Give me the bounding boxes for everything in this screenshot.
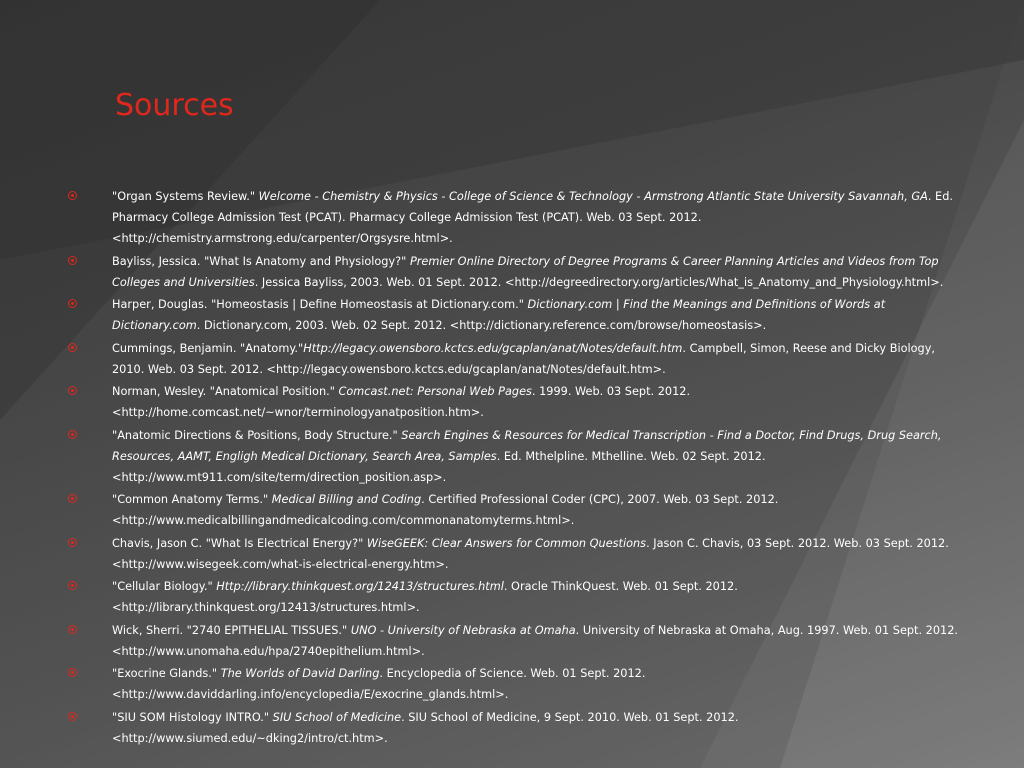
source-title: Premier Online Directory of Degree Programs & Career Planning Articles and Videos from Top Colleges and Universities [112,254,939,289]
source-text: "Cellular Biology." [112,580,217,593]
source-details: . 1999. Web. 03 Sept. 2012. <http://home.comcast.net/~wnor/terminologyanatposition.htm>. [112,385,691,419]
source-title: Comcast.net: Personal Web Pages [338,385,532,398]
source-text: "Common Anatomy Terms." [112,493,272,506]
source-title: Http://library.thinkquest.org/12413/structures.html [216,580,504,593]
source-text: "Exocrine Glands." [112,667,221,680]
source-title: Medical Billing and Coding [271,493,422,506]
source-details: . Campbell, Simon, Reese and Dicky Biology, 2010. Web. 03 Sept. 2012. <http://legacy.owensboro.kctcs.edu/gcaplan/anat/Notes/default.htm>. [112,341,935,376]
source-text: "SIU SOM Histology INTRO." [112,710,273,724]
source-title: SIU School of Medicine [272,710,402,724]
source-title: Welcome - Chemistry & Physics - College of Science & Technology - Armstrong Atlantic State University Savannah, GA [258,190,928,203]
source-details: . Jason C. Chavis, 03 Sept. 2012. Web. 03 Sept. 2012. <http://www.wisegeek.com/what-is-electrical-energy.htm>. [112,536,949,571]
source-details: . SIU School of Medicine, 9 Sept. 2010. Web. 01 Sept. 2012. <http://www.siumed.edu/~dking2/intro/ct.htm>. [112,710,739,745]
source-details: . Oracle ThinkQuest. Web. 01 Sept. 2012. <http://library.thinkquest.org/12413/structures.html>. [112,580,738,614]
source-title: WiseGEEK: Clear Answers for Common Questions [366,536,647,550]
slide-title: Sources [115,88,234,123]
source-text: Chavis, Jason C. "What Is Electrical Energy?" [112,536,367,550]
circle-dot-icon [68,299,77,308]
source-text: Norman, Wesley. "Anatomical Position." [112,385,339,398]
source-details: . Jessica Bayliss, 2003. Web. 01 Sept. 2012. <http://degreedirectory.org/articles/What_is_Anatomy_and_Physiology.html>. [254,275,944,289]
source-title: Http://legacy.owensboro.kctcs.edu/gcaplan/anat/Notes/default.htm [303,341,683,355]
circle-dot-icon [68,343,77,352]
source-text: "Anatomic Directions & Positions, Body Structure." [112,428,402,442]
source-item [68,707,968,749]
circle-dot-icon [68,625,77,634]
source-item [68,251,968,293]
source-text: Cummings, Benjamin. "Anatomy." [112,341,304,355]
circle-dot-icon [68,256,77,265]
source-item [68,663,968,705]
sources-list [68,186,968,750]
source-details: . Dictionary.com, 2003. Web. 02 Sept. 2012. <http://dictionary.reference.com/browse/homeostasis>. [196,319,767,332]
source-text: "Organ Systems Review." [112,190,259,203]
source-title: The Worlds of David Darling [220,667,380,680]
source-item [68,489,968,531]
circle-dot-icon [68,668,77,677]
circle-dot-icon [68,581,77,590]
source-item [68,294,968,336]
circle-dot-icon [68,386,77,395]
source-item [68,186,968,249]
source-item [68,381,968,423]
source-text: Wick, Sherri. "2740 EPITHELIAL TISSUES." [112,623,351,637]
source-details: . Ed. Pharmacy College Admission Test (PCAT). Pharmacy College Admission Test (PCAT). Web. 03 Sept. 2012. <http://chemistry.armstrong.edu/carpenter/Orgsysre.html>. [112,190,953,245]
source-item [68,620,968,662]
source-details: . Certified Professional Coder (CPC), 2007. Web. 03 Sept. 2012. <http://www.medicalbillingandmedicalcoding.com/commonanatomyterms.html>. [112,493,779,527]
circle-dot-icon [68,538,77,547]
circle-dot-icon [68,430,77,439]
source-item [68,533,968,575]
circle-dot-icon [68,712,77,721]
source-title: Search Engines & Resources for Medical Transcription - Find a Doctor, Find Drugs, Drug Search, Resources, AAMT, Engligh Medical Dictionary, Search Area, Samples [112,428,942,463]
source-item [68,338,968,380]
source-text: Harper, Douglas. "Homeostasis | Define Homeostasis at Dictionary.com." [112,298,528,311]
source-details: . Ed. Mthelpline. Mthelline. Web. 02 Sept. 2012. <http://www.mt911.com/site/term/direction_position.asp>. [112,449,766,484]
source-title: UNO - University of Nebraska at Omaha [350,623,576,637]
source-title: Dictionary.com | Find the Meanings and Definitions of Words at Dictionary.com [112,298,886,332]
source-item [68,576,968,618]
source-text: Bayliss, Jessica. "What Is Anatomy and Physiology?" [112,254,410,268]
source-details: . University of Nebraska at Omaha, Aug. 1997. Web. 01 Sept. 2012. <http://www.unomaha.edu/hpa/2740epithelium.html>. [112,623,959,658]
source-details: . Encyclopedia of Science. Web. 01 Sept. 2012. <http://www.daviddarling.info/encyclopedia/E/exocrine_glands.html>. [112,667,646,701]
circle-dot-icon [68,494,77,503]
source-item [68,425,968,488]
circle-dot-icon [68,191,77,200]
